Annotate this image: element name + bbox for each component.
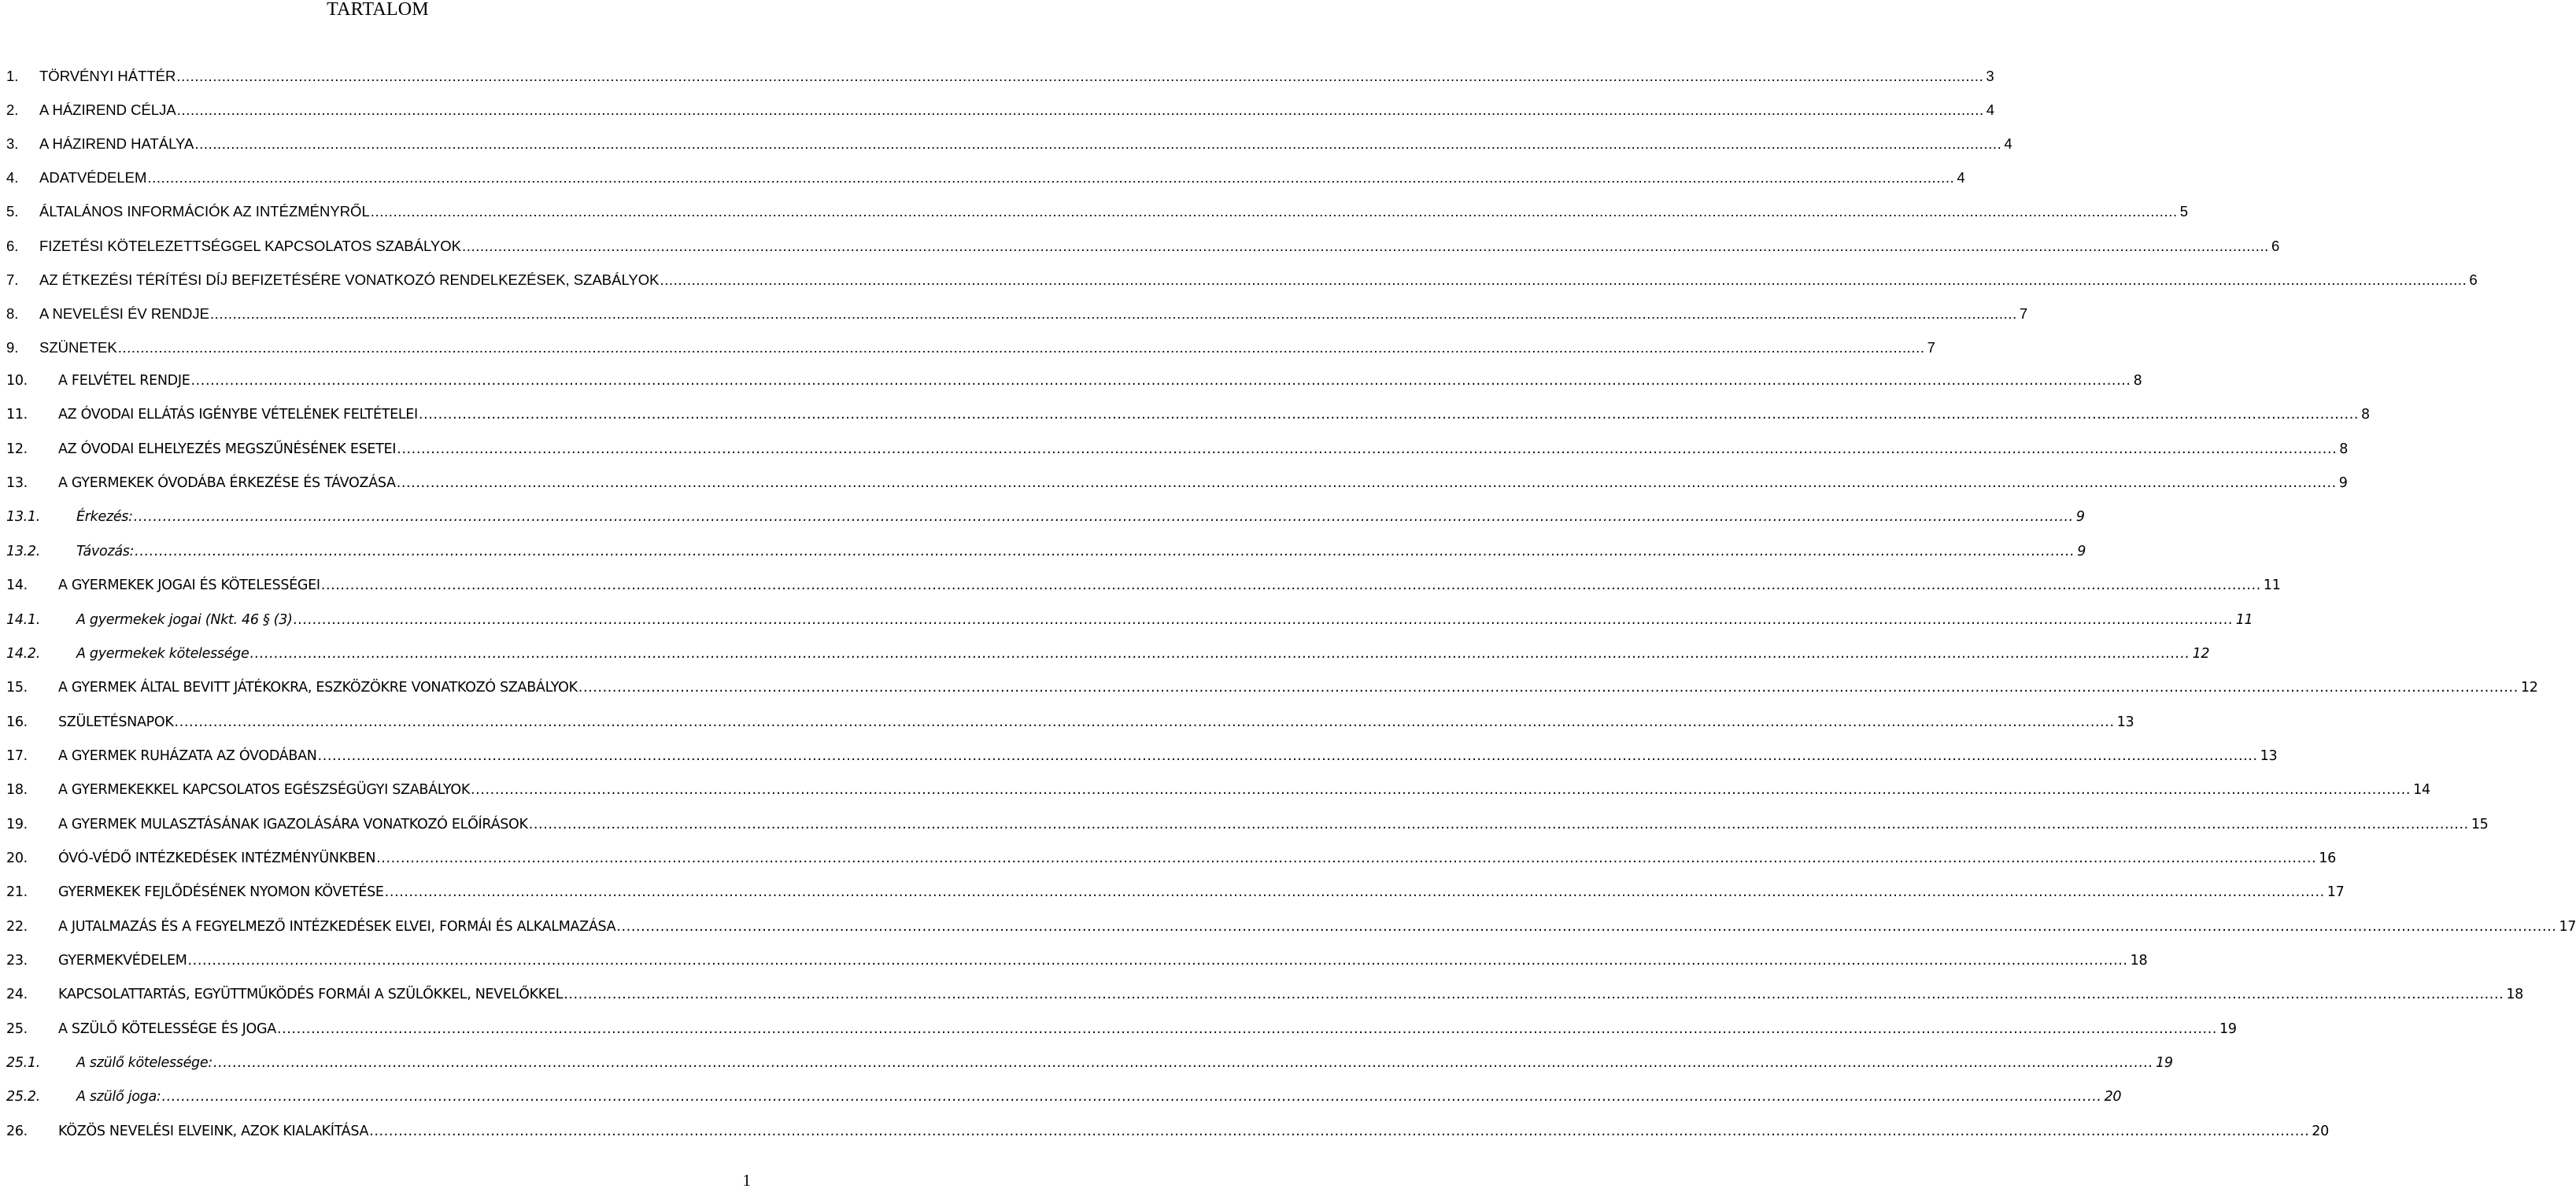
toc-entry-page: 13 bbox=[2116, 714, 2134, 730]
toc-entry-number: 14.2. bbox=[6, 645, 41, 662]
toc-dot-leader: ................................................................................................................................................................................................................................................................................................................................................................................................................ bbox=[187, 953, 2128, 969]
toc-entry-page: 12 bbox=[2192, 645, 2210, 662]
toc-entry-page: 8 bbox=[2133, 373, 2142, 389]
toc-entry-number: 4. bbox=[6, 169, 19, 186]
toc-entry-title: A GYERMEKEK ÓVODÁBA ÉRKEZÉSE ÉS TÁVOZÁSA bbox=[58, 475, 396, 491]
toc-entry-title: A GYERMEK MULASZTÁSÁNAK IGAZOLÁSÁRA VONATKOZÓ ELŐÍRÁSOK bbox=[58, 816, 528, 832]
toc-entry-number: 6. bbox=[6, 237, 19, 254]
toc-entry[interactable] bbox=[6, 1123, 2329, 1145]
toc-dot-leader: ................................................................................................................................................................................................................................................................................................................................................................................................................ bbox=[528, 816, 2469, 832]
toc-entry-title: GYERMEKEK FEJLŐDÉSÉNEK NYOMON KÖVETÉSE bbox=[58, 884, 384, 901]
toc-entry-title: A szülő joga: bbox=[76, 1089, 161, 1105]
toc-entry[interactable] bbox=[6, 986, 2523, 1008]
toc-entry-number: 3. bbox=[6, 135, 19, 153]
toc-entry-title: ADATVÉDELEM bbox=[39, 169, 147, 186]
toc-entry-number: 1. bbox=[6, 68, 19, 84]
toc-dot-leader: ................................................................................................................................................................................................................................................................................................................................................................................................................ bbox=[418, 407, 2360, 423]
toc-entry-page: 7 bbox=[2019, 304, 2028, 322]
toc-entry-title: A gyermekek jogai (Nkt. 46 § (3) bbox=[76, 611, 293, 628]
toc-entry[interactable] bbox=[6, 611, 2253, 633]
toc-entry-page: 4 bbox=[1986, 101, 1995, 119]
toc-entry-number: 26. bbox=[6, 1123, 28, 1139]
toc-entry-number: 13.1. bbox=[6, 509, 41, 526]
toc-dot-leader: ................................................................................................................................................................................................................................................................................................................................................................................................................ bbox=[320, 578, 2261, 594]
toc-dot-leader: ................................................................................................................................................................................................................................................................................................................................................................................................................ bbox=[578, 680, 2519, 696]
toc-entry[interactable] bbox=[6, 1054, 2173, 1076]
toc-entry-number: 18. bbox=[6, 782, 28, 799]
toc-entry-title: AZ ÉTKEZÉSI TÉRÍTÉSI DÍJ BEFIZETÉSÉRE VONATKOZÓ RENDELKEZÉSEK, SZABÁLYOK bbox=[39, 271, 660, 288]
toc-entry[interactable] bbox=[6, 781, 2430, 803]
toc-entry-page: 17 bbox=[2559, 918, 2576, 935]
toc-entry-page: 18 bbox=[2506, 987, 2523, 1003]
toc-dot-leader: ................................................................................................................................................................................................................................................................................................................................................................................................................ bbox=[397, 441, 2338, 457]
toc-entry[interactable] bbox=[6, 816, 2489, 838]
toc-dot-leader: ................................................................................................................................................................................................................................................................................................................................................................................................................ bbox=[213, 1055, 2154, 1071]
toc-entry[interactable] bbox=[6, 747, 2278, 769]
toc-entry[interactable] bbox=[6, 679, 2538, 701]
toc-entry-title: A GYERMEK ÁLTAL BEVITT JÁTÉKOKRA, ESZKÖZÖKRE VONATKOZÓ SZABÁLYOK bbox=[58, 680, 578, 696]
toc-entry-title: A GYERMEKEK JOGAI ÉS KÖTELESSÉGEI bbox=[58, 578, 320, 594]
toc-dot-leader: ................................................................................................................................................................................................................................................................................................................................................................................................................ bbox=[133, 509, 2074, 526]
toc-dot-leader: ................................................................................................................................................................................................................................................................................................................................................................................................................ bbox=[317, 747, 2258, 764]
toc-entry-page: 6 bbox=[2469, 271, 2478, 288]
toc-entry-title: KAPCSOLATTARTÁS, EGYÜTTMŰKÖDÉS FORMÁI A SZÜLŐKKEL, NEVELŐKKEL bbox=[58, 987, 564, 1003]
toc-entry[interactable] bbox=[6, 884, 2345, 906]
toc-entry-number: 13.2. bbox=[6, 543, 41, 559]
toc-entry-title: Érkezés: bbox=[76, 509, 133, 526]
toc-entry[interactable] bbox=[6, 1088, 2122, 1110]
toc-entry[interactable] bbox=[6, 237, 2280, 260]
page-number: 1 bbox=[742, 1171, 751, 1190]
toc-dot-leader: ................................................................................................................................................................................................................................................................................................................................................................................................................ bbox=[616, 918, 2557, 935]
toc-entry-number: 25.1. bbox=[6, 1055, 41, 1071]
toc-title: TARTALOM bbox=[327, 0, 429, 20]
toc-dot-leader: ................................................................................................................................................................................................................................................................................................................................................................................................................ bbox=[461, 237, 2269, 254]
toc-dot-leader: ................................................................................................................................................................................................................................................................................................................................................................................................................ bbox=[117, 338, 1925, 356]
toc-entry-title: A NEVELÉSI ÉV RENDJE bbox=[39, 304, 209, 322]
toc-dot-leader: ................................................................................................................................................................................................................................................................................................................................................................................................................ bbox=[161, 1089, 2102, 1105]
toc-entry-title: A GYERMEK RUHÁZATA AZ ÓVODÁBAN bbox=[58, 747, 317, 764]
toc-dot-leader: ................................................................................................................................................................................................................................................................................................................................................................................................................ bbox=[660, 271, 2467, 288]
toc-entry-page: 17 bbox=[2327, 884, 2345, 901]
toc-entry-page: 14 bbox=[2413, 782, 2430, 799]
toc-entry[interactable] bbox=[6, 508, 2085, 530]
toc-entry-page: 9 bbox=[2338, 475, 2348, 491]
toc-entry-page: 15 bbox=[2471, 816, 2489, 832]
toc-entry-page: 4 bbox=[1957, 169, 1965, 186]
toc-entry-page: 13 bbox=[2260, 747, 2278, 764]
toc-dot-leader: ................................................................................................................................................................................................................................................................................................................................................................................................................ bbox=[190, 373, 2131, 389]
toc-entry-title: Távozás: bbox=[76, 543, 135, 559]
toc-entry-number: 25.2. bbox=[6, 1089, 41, 1105]
toc-entry-page: 19 bbox=[2156, 1055, 2173, 1071]
toc-entry-title: SZÜNETEK bbox=[39, 338, 117, 356]
toc-entry[interactable] bbox=[6, 203, 2189, 225]
toc-entry-title: TÖRVÉNYI HÁTTÉR bbox=[39, 68, 176, 84]
toc-entry-page: 8 bbox=[2361, 407, 2370, 423]
toc-dot-leader: ................................................................................................................................................................................................................................................................................................................................................................................................................ bbox=[249, 645, 2190, 662]
toc-dot-leader: ................................................................................................................................................................................................................................................................................................................................................................................................................ bbox=[147, 169, 1955, 186]
toc-entry-number: 19. bbox=[6, 816, 28, 832]
toc-dot-leader: ................................................................................................................................................................................................................................................................................................................................................................................................................ bbox=[376, 850, 2317, 866]
toc-entry[interactable] bbox=[6, 441, 2349, 463]
toc-entry[interactable] bbox=[6, 543, 2086, 565]
toc-entry-title: ÁLTALÁNOS INFORMÁCIÓK AZ INTÉZMÉNYRŐL bbox=[39, 203, 370, 220]
toc-entry-number: 9. bbox=[6, 338, 19, 356]
toc-entry-number: 10. bbox=[6, 373, 28, 389]
toc-entry[interactable] bbox=[6, 135, 2012, 157]
toc-entry[interactable] bbox=[6, 372, 2142, 394]
toc-entry-title: A szülő kötelessége: bbox=[76, 1055, 213, 1071]
toc-dot-leader: ................................................................................................................................................................................................................................................................................................................................................................................................................ bbox=[370, 203, 2178, 220]
toc-entry[interactable] bbox=[6, 338, 1935, 361]
toc-entry-page: 9 bbox=[2077, 543, 2086, 559]
toc-entry-page: 20 bbox=[2312, 1123, 2329, 1139]
toc-entry[interactable] bbox=[6, 850, 2336, 872]
toc-entry-title: KÖZÖS NEVELÉSI ELVEINK, AZOK KIALAKÍTÁSA bbox=[58, 1123, 369, 1139]
toc-entry-title: AZ ÓVODAI ELHELYEZÉS MEGSZŰNÉSÉNEK ESETEI bbox=[58, 441, 397, 457]
toc-entry[interactable] bbox=[6, 952, 2148, 974]
toc-dot-leader: ................................................................................................................................................................................................................................................................................................................................................................................................................ bbox=[369, 1123, 2310, 1139]
toc-dot-leader: ................................................................................................................................................................................................................................................................................................................................................................................................................ bbox=[471, 782, 2412, 799]
toc-entry-number: 2. bbox=[6, 101, 19, 119]
toc-entry-title: A SZÜLŐ KÖTELESSÉGE ÉS JOGA bbox=[58, 1020, 276, 1037]
toc-entry-number: 8. bbox=[6, 304, 19, 322]
toc-entry-page: 8 bbox=[2339, 441, 2349, 457]
toc-entry-page: 20 bbox=[2104, 1089, 2122, 1105]
toc-entry-page: 4 bbox=[2004, 135, 2012, 153]
toc-entry-number: 12. bbox=[6, 441, 28, 457]
toc-entry-page: 6 bbox=[2271, 237, 2280, 254]
toc-entry-number: 14.1. bbox=[6, 611, 41, 628]
toc-entry-page: 18 bbox=[2130, 953, 2148, 969]
toc-entry-title: A HÁZIREND CÉLJA bbox=[39, 101, 176, 119]
toc-entry-title: FIZETÉSI KÖTELEZETTSÉGGEL KAPCSOLATOS SZABÁLYOK bbox=[39, 237, 461, 254]
toc-entry-number: 23. bbox=[6, 953, 28, 969]
toc-entry-number: 7. bbox=[6, 271, 19, 288]
toc-entry-number: 13. bbox=[6, 475, 28, 491]
toc-dot-leader: ................................................................................................................................................................................................................................................................................................................................................................................................................ bbox=[384, 884, 2325, 901]
toc-dot-leader: ................................................................................................................................................................................................................................................................................................................................................................................................................ bbox=[194, 135, 2002, 153]
toc-entry-page: 16 bbox=[2319, 850, 2336, 866]
toc-entry-number: 22. bbox=[6, 918, 28, 935]
toc-entry-title: A HÁZIREND HATÁLYA bbox=[39, 135, 194, 153]
toc-dot-leader: ................................................................................................................................................................................................................................................................................................................................................................................................................ bbox=[276, 1020, 2218, 1037]
toc-dot-leader: ................................................................................................................................................................................................................................................................................................................................................................................................................ bbox=[564, 987, 2504, 1003]
toc-entry[interactable] bbox=[6, 714, 2134, 736]
toc-entry-page: 3 bbox=[1986, 68, 1994, 84]
toc-entry-number: 15. bbox=[6, 680, 28, 696]
toc-entry[interactable] bbox=[6, 169, 1965, 191]
toc-entry-page: 9 bbox=[2075, 509, 2085, 526]
toc-entry-title: ÓVÓ-VÉDŐ INTÉZKEDÉSEK INTÉZMÉNYÜNKBEN bbox=[58, 850, 376, 866]
toc-entry-title: AZ ÓVODAI ELLÁTÁS IGÉNYBE VÉTELÉNEK FELTÉTELEI bbox=[58, 407, 418, 423]
toc-entry[interactable] bbox=[6, 474, 2348, 496]
toc-entry-number: 14. bbox=[6, 578, 28, 594]
toc-entry-page: 7 bbox=[1927, 338, 1935, 356]
toc-dot-leader: ................................................................................................................................................................................................................................................................................................................................................................................................................ bbox=[209, 304, 2017, 322]
toc-entry-number: 11. bbox=[6, 407, 28, 423]
toc-dot-leader: ................................................................................................................................................................................................................................................................................................................................................................................................................ bbox=[176, 101, 1984, 119]
toc-dot-leader: ................................................................................................................................................................................................................................................................................................................................................................................................................ bbox=[396, 475, 2337, 491]
toc-dot-leader: ................................................................................................................................................................................................................................................................................................................................................................................................................ bbox=[174, 714, 2115, 730]
toc-dot-leader: ................................................................................................................................................................................................................................................................................................................................................................................................................ bbox=[135, 543, 2075, 559]
toc-entry-title: A gyermekek kötelessége bbox=[76, 645, 249, 662]
toc-entry-page: 12 bbox=[2520, 680, 2538, 696]
toc-entry[interactable] bbox=[6, 406, 2370, 428]
toc-entry-number: 16. bbox=[6, 714, 28, 730]
toc-entry-number: 24. bbox=[6, 987, 28, 1003]
toc-entry-title: A JUTALMAZÁS ÉS A FEGYELMEZŐ INTÉZKEDÉSEK ELVEI, FORMÁI ÉS ALKALMAZÁSA bbox=[58, 918, 616, 935]
toc-entry-title: A FELVÉTEL RENDJE bbox=[58, 373, 190, 389]
toc-entry-number: 20. bbox=[6, 850, 28, 866]
toc-entry-number: 17. bbox=[6, 747, 28, 764]
toc-entry[interactable] bbox=[6, 645, 2210, 667]
toc-entry-title: GYERMEKVÉDELEM bbox=[58, 953, 187, 969]
toc-entry[interactable] bbox=[6, 101, 1995, 124]
toc-entry-page: 5 bbox=[2179, 203, 2189, 220]
toc-entry-number: 25. bbox=[6, 1020, 28, 1037]
toc-entry[interactable] bbox=[6, 304, 2028, 327]
toc-entry-title: SZÜLETÉSNAPOK bbox=[58, 714, 174, 730]
toc-entry-page: 11 bbox=[2235, 611, 2253, 628]
toc-entry[interactable] bbox=[6, 918, 2576, 940]
toc-entry[interactable] bbox=[6, 68, 1994, 90]
toc-entry-page: 11 bbox=[2263, 578, 2281, 594]
toc-entry-number: 5. bbox=[6, 203, 19, 220]
toc-entry-number: 21. bbox=[6, 884, 28, 901]
toc-dot-leader: ................................................................................................................................................................................................................................................................................................................................................................................................................ bbox=[176, 68, 1984, 84]
toc-entry[interactable] bbox=[6, 577, 2281, 599]
toc-entry-page: 19 bbox=[2219, 1020, 2237, 1037]
toc-dot-leader: ................................................................................................................................................................................................................................................................................................................................................................................................................ bbox=[293, 611, 2234, 628]
toc-entry-title: A GYERMEKEKKEL KAPCSOLATOS EGÉSZSÉGÜGYI SZABÁLYOK bbox=[58, 782, 470, 799]
toc-entry[interactable] bbox=[6, 1020, 2237, 1043]
toc-entry[interactable] bbox=[6, 271, 2478, 293]
